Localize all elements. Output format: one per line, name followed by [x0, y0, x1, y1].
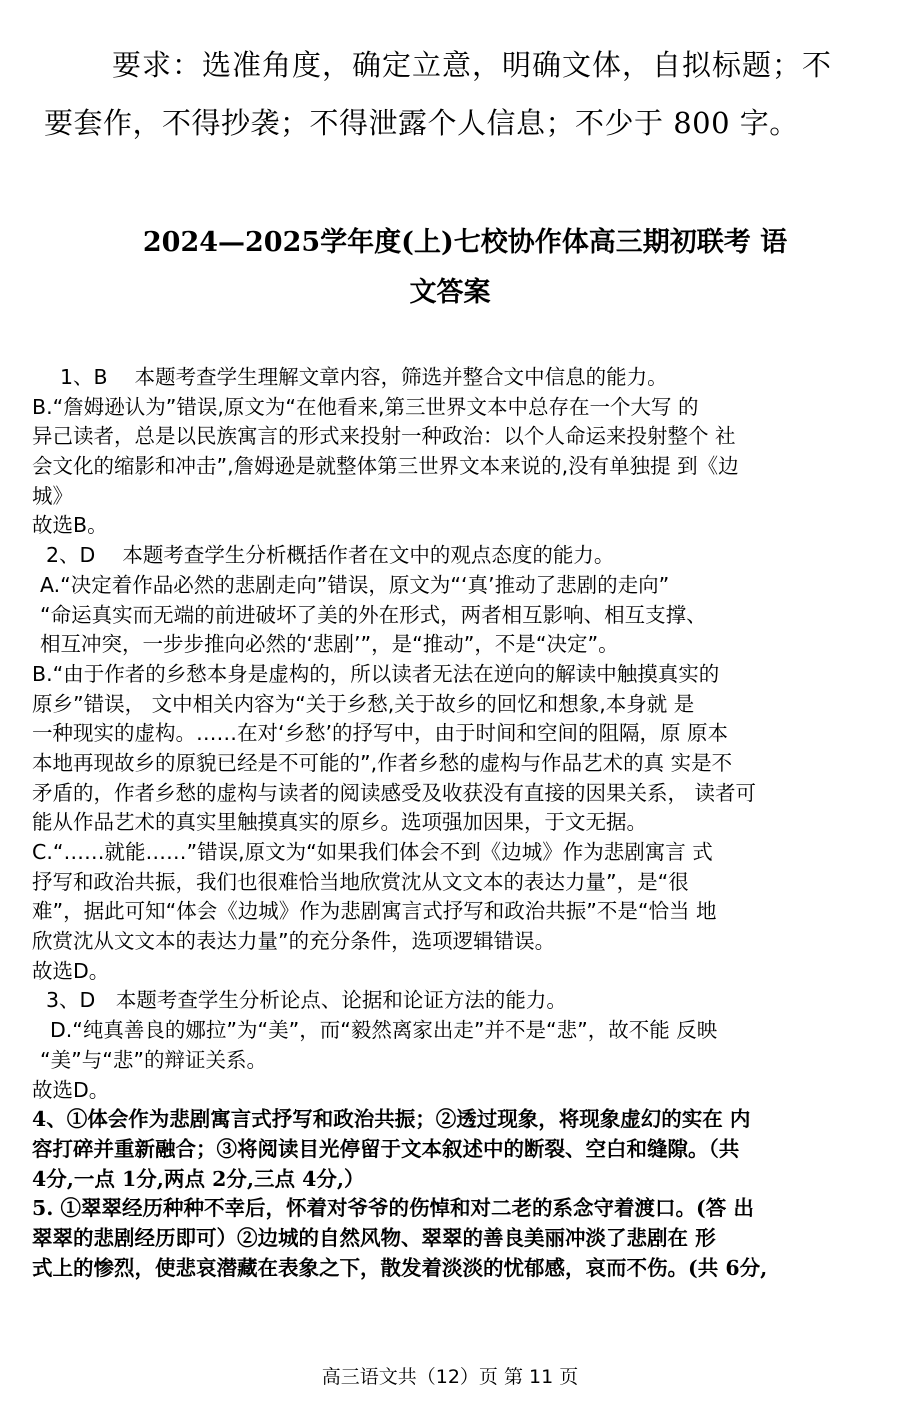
q2-line: “命运真实而无端的前进破坏了美的外在形式，两者相互影响、相互支撑、 [40, 602, 707, 627]
q2-heading: 2、D 本题考查学生分析概括作者在文中的观点态度的能力。 [46, 543, 615, 568]
q1-line: 城》 [32, 483, 73, 508]
q2-line: 难”，据此可知“体会《边城》作为悲剧寓言式抒写和政治共振”不是“恰当 地 [32, 899, 717, 924]
page-footer: 高三语文共（12）页 第 11 页 [321, 1366, 579, 1388]
q2-line: C.“……就能……”错误,原文为“如果我们体会不到《边城》作为悲剧寓言 式 [32, 840, 713, 864]
q2-line: 相互冲突，一步步推向必然的‘悲剧’”，是“推动”，不是“决定”。 [40, 632, 619, 657]
answer-title-line-2: 文答案 [409, 277, 491, 308]
q2-line: 欣赏沈从文文本的表达力量”的充分条件，选项逻辑错误。 [32, 929, 556, 954]
q5-line: 5. ①翠翠经历种种不幸后，怀着对爷爷的伤悼和对二老的系念守着渡口。(答 出 [32, 1196, 754, 1221]
requirement-line-1: 要求：选准角度，确定立意，明确文体，自拟标题；不 [112, 48, 833, 82]
q2-line: 本地再现故乡的原貌已经是不可能的”,作者乡愁的虚构与作品艺术的真 实是不 [32, 750, 733, 775]
q5-line: 翠翠的悲剧经历即可）②边城的自然风物、翠翠的善良美丽冲淡了悲剧在 形 [32, 1225, 716, 1250]
q1-line: 会文化的缩影和冲击”,詹姆逊是就整体第三世界文本来说的,没有单独提 到《边 [32, 454, 739, 479]
q3-line: D.“纯真善良的娜拉”为“美”，而“毅然离家出走”并不是“悲”，故不能 反映 [50, 1018, 718, 1043]
q4-line: 4、①体会作为悲剧寓言式抒写和政治共振；②透过现象，将现象虚幻的实在 内 [32, 1107, 751, 1132]
q1-line: B.“詹姆逊认为”错误,原文为“在他看来,第三世界文本中总存在一个大写 的 [32, 394, 699, 419]
q3-conclusion: 故选D。 [32, 1077, 110, 1102]
answer-body [32, 363, 870, 1283]
q4-line: 容打碎并重新融合；③将阅读目光停留于文本叙述中的断裂、空白和缝隙。（共 [32, 1136, 740, 1161]
q4-line: 4分,一点 1分,两点 2分,三点 4分,） [32, 1166, 365, 1191]
q1-conclusion: 故选B。 [32, 513, 108, 538]
requirement-line-2: 要套作，不得抄袭；不得泄露个人信息；不少于 800 字。 [44, 106, 799, 140]
q3-line: “美”与“悲”的辩证关系。 [40, 1047, 267, 1072]
q2-line: 原乡”错误， 文中相关内容为“关于乡愁,关于故乡的回忆和想象,本身就 是 [32, 691, 695, 716]
q2-line: A.“决定着作品必然的悲剧走向”错误，原文为“‘真’推动了悲剧的走向” [40, 572, 670, 597]
q2-line: 一种现实的虚构。……在对‘乡愁’的抒写中，由于时间和空间的阻隔，原 原本 [32, 721, 729, 746]
q2-line: 矛盾的，作者乡愁的虚构与读者的阅读感受及收获没有直接的因果关系， 读者可 [32, 780, 757, 805]
q3-heading: 3、D 本题考查学生分析论点、论据和论证方法的能力。 [46, 988, 567, 1013]
q2-line: 能从作品艺术的真实里触摸真实的原乡。选项强加因果，于文无据。 [32, 810, 647, 835]
q2-line: B.“由于作者的乡愁本身是虚构的，所以读者无法在逆向的解读中触摸真实的 [32, 661, 720, 686]
q1-heading: 1、B 本题考查学生理解文章内容，筛选并整合文中信息的能力。 [60, 365, 668, 389]
q1-line: 异己读者，总是以民族寓言的形式来投射一种政治：以个人命运来投射整个 社 [32, 424, 736, 449]
answer-title-line-1: 2024—2025学年度(上)七校协作体高三期初联考 语 [142, 227, 788, 258]
q5-line: 式上的惨烈，使悲哀潜藏在表象之下，散发着淡淡的忧郁感，哀而不伤。(共 6分, [32, 1255, 768, 1280]
q2-conclusion: 故选D。 [32, 958, 110, 983]
q2-line: 抒写和政治共振，我们也很难恰当地欣赏沈从文文本的表达力量”，是“很 [32, 869, 689, 894]
essay-requirement [44, 36, 868, 152]
